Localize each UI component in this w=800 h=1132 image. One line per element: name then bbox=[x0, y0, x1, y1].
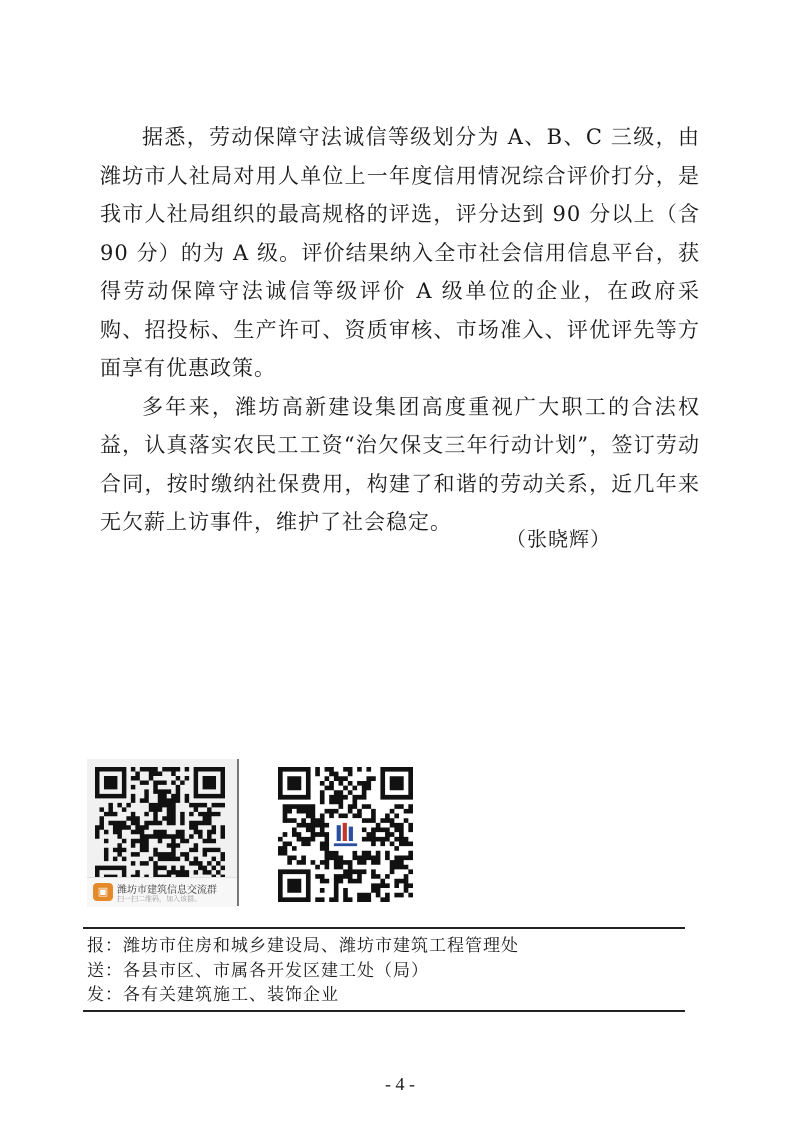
qr-finder-pattern bbox=[194, 767, 225, 798]
briefcase-icon: ▣ bbox=[93, 883, 113, 901]
author-signature: （张晓辉） bbox=[506, 527, 611, 551]
issue-to-line: 发：各有关建筑施工、装饰企业 bbox=[87, 985, 339, 1005]
group-qr-card bbox=[87, 759, 239, 906]
page-number: - 4 - bbox=[385, 1074, 415, 1094]
paragraph: 多年来，潍坊高新建设集团高度重视广大职工的合法权益，认真落实农民工工资“治欠保支三年行动计划”，签订劳动合同，按时缴纳社保费用，构建了和谐的劳动关系，近几年来无欠薪上访事件，维护了社会稳定。 bbox=[100, 394, 700, 534]
group-name: 潍坊市建筑信息交流群 bbox=[117, 885, 217, 896]
building-logo-icon bbox=[329, 818, 362, 851]
qr-finder-pattern bbox=[278, 767, 311, 800]
group-qr-footer bbox=[87, 877, 237, 907]
send-to-line: 送：各县市区、市属各开发区建工处（局） bbox=[87, 960, 429, 981]
qr-finder-pattern bbox=[380, 767, 413, 800]
paragraph: 据悉，劳动保障守法诚信等级划分为 A、B、C 三级，由潍坊市人社局对用人单位上一年度信用情况综合评价打分，是我市人社局组织的最高规格的评选，评分达到 90 分以上（含 90 分）的为 A 级。评价结果纳入全市社会信用信息平台，获得劳动保障守法诚信等级评价 A 级单位的企业，在政府采购、招投标、生产许可、资质审核、市场准入、评优评先等方面享有优惠政策。 bbox=[100, 125, 700, 380]
distribution-list bbox=[83, 927, 685, 1012]
report-to-line: 报：潍坊市住房和城乡建设局、潍坊市建筑工程管理处 bbox=[87, 936, 519, 956]
qr-finder-pattern bbox=[278, 869, 311, 902]
qr-finder-pattern bbox=[95, 767, 126, 798]
site-qr-code bbox=[278, 767, 413, 902]
group-hint: 扫一扫二维码，加入该群。 bbox=[117, 895, 201, 903]
article-body bbox=[100, 118, 700, 542]
